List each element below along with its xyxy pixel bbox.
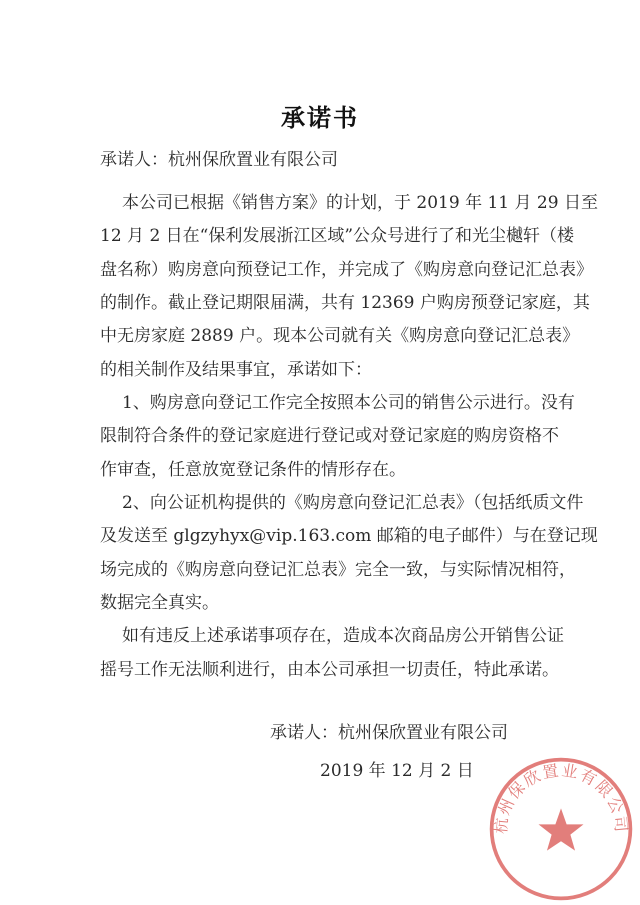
text-line: 中无房家庭 2889 户。现本公司就有关《购房意向登记汇总表》 xyxy=(100,326,580,346)
text-line: 盘名称）购房意向预登记工作，并完成了《购房意向登记汇总表》 xyxy=(100,260,593,280)
svg-text:杭州保欣置业有限公司: 杭州保欣置业有限公司 xyxy=(491,760,631,835)
text-line: 限制符合条件的登记家庭进行登记或对登记家庭的购房资格不 xyxy=(100,426,559,446)
text-line: 如有违反上述承诺事项存在，造成本次商品房公开销售公证 xyxy=(122,626,564,646)
text-line: 2、向公证机构提供的《购房意向登记汇总表》（包括纸质文件 xyxy=(122,493,584,513)
promisor-line: 承诺人：杭州保欣置业有限公司 xyxy=(100,150,338,170)
text-line: 作审查，任意放宽登记条件的情形存在。 xyxy=(100,460,406,480)
text-line: 本公司已根据《销售方案》的计划，于 2019 年 11 月 29 日至 xyxy=(122,193,598,213)
text-line: 的相关制作及结果事宜，承诺如下： xyxy=(100,360,372,380)
text-line: 场完成的《购房意向登记汇总表》完全一致，与实际情况相符， xyxy=(100,560,576,580)
text-line: 1、购房意向登记工作完全按照本公司的销售公示进行。没有 xyxy=(122,393,575,413)
text-line: 数据完全真实。 xyxy=(100,593,219,613)
text-line: 12 月 2 日在“保利发展浙江区域”公众号进行了和光尘樾轩（楼 xyxy=(100,226,575,246)
text-line: 及发送至 glgzyhyx@vip.163.com 邮箱的电子邮件）与在登记现 xyxy=(100,526,598,546)
signature-date: 2019 年 12 月 2 日 xyxy=(320,761,474,781)
star-icon xyxy=(539,808,584,850)
company-seal xyxy=(486,754,636,904)
text-line: 摇号工作无法顺利进行，由本公司承担一切责任，特此承诺。 xyxy=(100,660,559,680)
document-title: 承诺书 xyxy=(281,103,359,132)
text-line: 的制作。截止登记期限届满，共有 12369 户购房预登记家庭，其 xyxy=(100,293,590,313)
signature-line: 承诺人：杭州保欣置业有限公司 xyxy=(270,723,508,743)
